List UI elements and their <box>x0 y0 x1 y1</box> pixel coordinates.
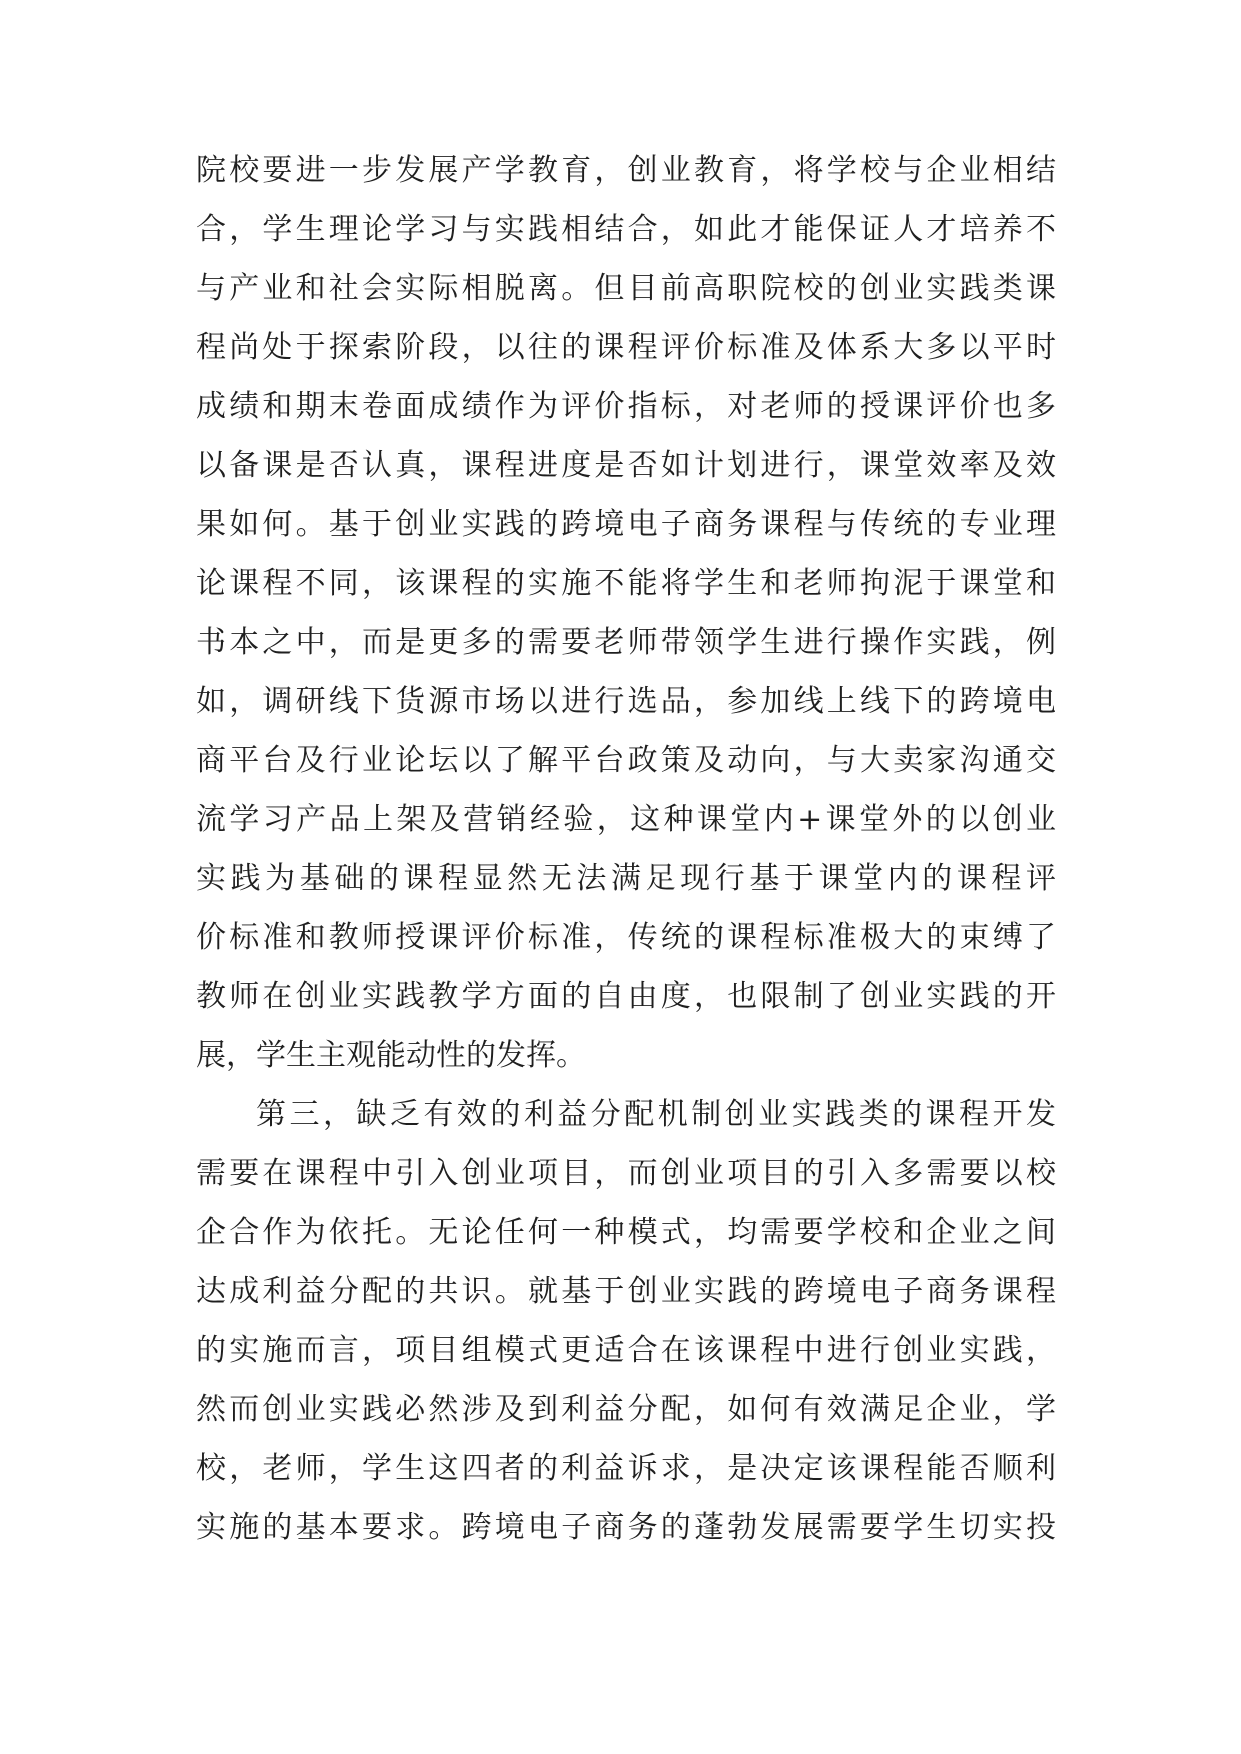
paragraph-1-line-15: 教师在创业实践教学方面的自由度，也限制了创业实践的开 <box>196 979 1056 1014</box>
paragraph-2-line-5: 的实施而言，项目组模式更适合在该课程中进行创业实践， <box>196 1333 1056 1368</box>
paragraph-2-line-4: 达成利益分配的共识。就基于创业实践的跨境电子商务课程 <box>196 1274 1056 1309</box>
paragraph-2-line-7: 校，老师，学生这四者的利益诉求，是决定该课程能否顺利 <box>196 1451 1056 1486</box>
paragraph-2-line-2: 需要在课程中引入创业项目，而创业项目的引入多需要以校 <box>196 1156 1056 1191</box>
paragraph-1-line-16: 展，学生主观能动性的发挥。 <box>196 1038 586 1073</box>
paragraph-2-line-8: 实施的基本要求。跨境电子商务的蓬勃发展需要学生切实投 <box>196 1510 1056 1545</box>
paragraph-1-line-4: 程尚处于探索阶段，以往的课程评价标准及体系大多以平时 <box>196 330 1056 365</box>
paragraph-2-line-3: 企合作为依托。无论任何一种模式，均需要学校和企业之间 <box>196 1215 1056 1250</box>
paragraph-1-line-2: 合，学生理论学习与实践相结合，如此才能保证人才培养不 <box>196 212 1056 247</box>
paragraph-2-line-1: 第三，缺乏有效的利益分配机制创业实践类的课程开发 <box>256 1097 1056 1132</box>
paragraph-1-line-8: 论课程不同，该课程的实施不能将学生和老师拘泥于课堂和 <box>196 566 1056 601</box>
paragraph-1-line-14: 价标准和教师授课评价标准，传统的课程标准极大的束缚了 <box>196 920 1056 955</box>
paragraph-1-line-12: 流学习产品上架及营销经验，这种课堂内+课堂外的以创业 <box>196 802 1056 837</box>
paragraph-1-line-11: 商平台及行业论坛以了解平台政策及动向，与大卖家沟通交 <box>196 743 1056 778</box>
paragraph-1-line-9: 书本之中，而是更多的需要老师带领学生进行操作实践，例 <box>196 625 1056 660</box>
paragraph-1-line-7: 果如何。基于创业实践的跨境电子商务课程与传统的专业理 <box>196 507 1056 542</box>
paragraph-1-line-10: 如，调研线下货源市场以进行选品，参加线上线下的跨境电 <box>196 684 1056 719</box>
paragraph-1-line-1: 院校要进一步发展产学教育，创业教育，将学校与企业相结 <box>196 153 1056 188</box>
paragraph-1-line-5: 成绩和期末卷面成绩作为评价指标，对老师的授课评价也多 <box>196 389 1056 424</box>
paragraph-1-line-6: 以备课是否认真，课程进度是否如计划进行，课堂效率及效 <box>196 448 1056 483</box>
paragraph-1-line-3: 与产业和社会实际相脱离。但目前高职院校的创业实践类课 <box>196 271 1056 306</box>
paragraph-2-line-6: 然而创业实践必然涉及到利益分配，如何有效满足企业，学 <box>196 1392 1056 1427</box>
paragraph-1-line-13: 实践为基础的课程显然无法满足现行基于课堂内的课程评 <box>196 861 1056 896</box>
